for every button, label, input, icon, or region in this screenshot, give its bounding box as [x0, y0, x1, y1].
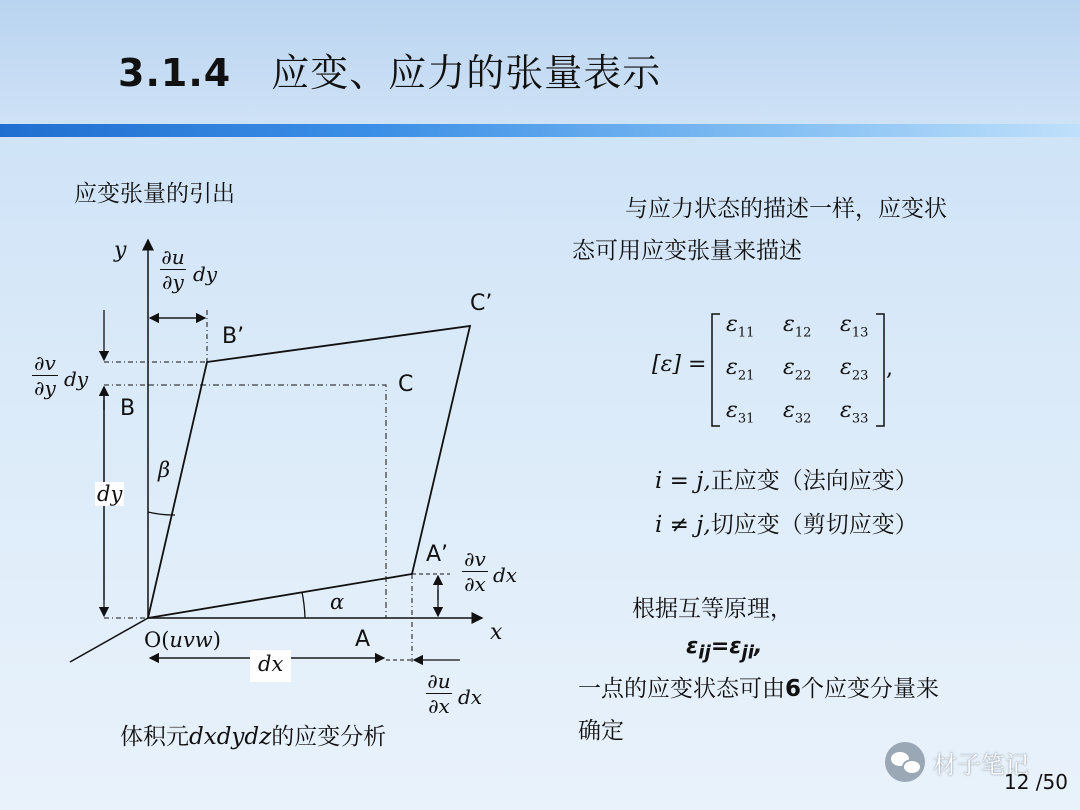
point-A-prime-label: A’	[426, 542, 449, 567]
intro-line-2: 态可用应变张量来描述	[572, 238, 802, 264]
dv-dy-fraction: ∂v ∂y	[32, 352, 58, 399]
dv-dx-fraction: ∂v ∂x	[462, 548, 488, 595]
beta-label: β	[158, 458, 171, 482]
diagram-caption: 体积元dxdydz的应变分析	[120, 724, 387, 750]
normal-strain-line: i = j,正应变（法向应变）	[655, 468, 918, 494]
matrix-entry: $\varepsilon_{21}$	[726, 355, 755, 384]
x-axis-label: x	[490, 620, 503, 645]
du-dy-tail: dy	[193, 262, 218, 286]
du-dx-fraction: ∂u ∂x	[427, 669, 451, 718]
watermark-text: 材子笔记	[933, 750, 1029, 779]
alpha-label: α	[330, 590, 345, 614]
dv-dy-tail: dy	[64, 367, 89, 391]
point-C-prime-label: C’	[470, 291, 493, 316]
point-C-label: C	[398, 372, 414, 397]
section-title: 应变、应力的张量表示	[271, 51, 662, 95]
point-B-prime-label: B’	[222, 324, 245, 349]
matrix-entry: $\varepsilon_{23}$	[840, 355, 869, 384]
wechat-icon	[885, 742, 925, 782]
matrix-tail: ,	[886, 356, 893, 381]
matrix-entry: $\varepsilon_{33}$	[840, 398, 869, 427]
matrix-entry: $\varepsilon_{12}$	[783, 312, 812, 341]
dx-label: dx	[250, 650, 291, 682]
matrix-entry: $\varepsilon_{11}$	[726, 312, 755, 341]
point-A-label: A	[355, 627, 371, 652]
conclusion-line-1: 一点的应变状态可由6个应变分量来	[578, 676, 940, 702]
y-axis-label: y	[114, 238, 127, 263]
diagram-heading: 应变张量的引出	[74, 181, 235, 207]
page-number: 12 /50	[1004, 770, 1068, 794]
symmetry-equation: $\varepsilon_{ij}=\varepsilon_{ji}$,	[686, 634, 763, 664]
reciprocity-text: 根据互等原理，	[632, 596, 793, 622]
matrix-entry: $\varepsilon_{32}$	[783, 398, 812, 427]
shear-strain-line: i ≠ j,切应变（剪切应变）	[655, 512, 918, 538]
point-B-label: B	[120, 396, 136, 421]
du-dy-fraction: ∂u ∂y	[161, 245, 185, 294]
conclusion-line-2: 确定	[578, 718, 624, 744]
matrix-entry: $\varepsilon_{13}$	[840, 312, 869, 341]
matrix-entry: $\varepsilon_{31}$	[726, 398, 755, 427]
dv-dx-tail: dx	[493, 563, 518, 587]
du-dx-tail: dx	[458, 685, 483, 709]
origin-label: O(uvw)	[144, 628, 221, 652]
matrix-entry: $\varepsilon_{22}$	[783, 355, 812, 384]
section-number: 3.1.4	[118, 51, 232, 95]
dy-label: dy	[97, 482, 123, 506]
matrix-lhs: [ε] =	[652, 352, 707, 377]
intro-line-1: 与应力状态的描述一样，应变状	[625, 196, 947, 222]
